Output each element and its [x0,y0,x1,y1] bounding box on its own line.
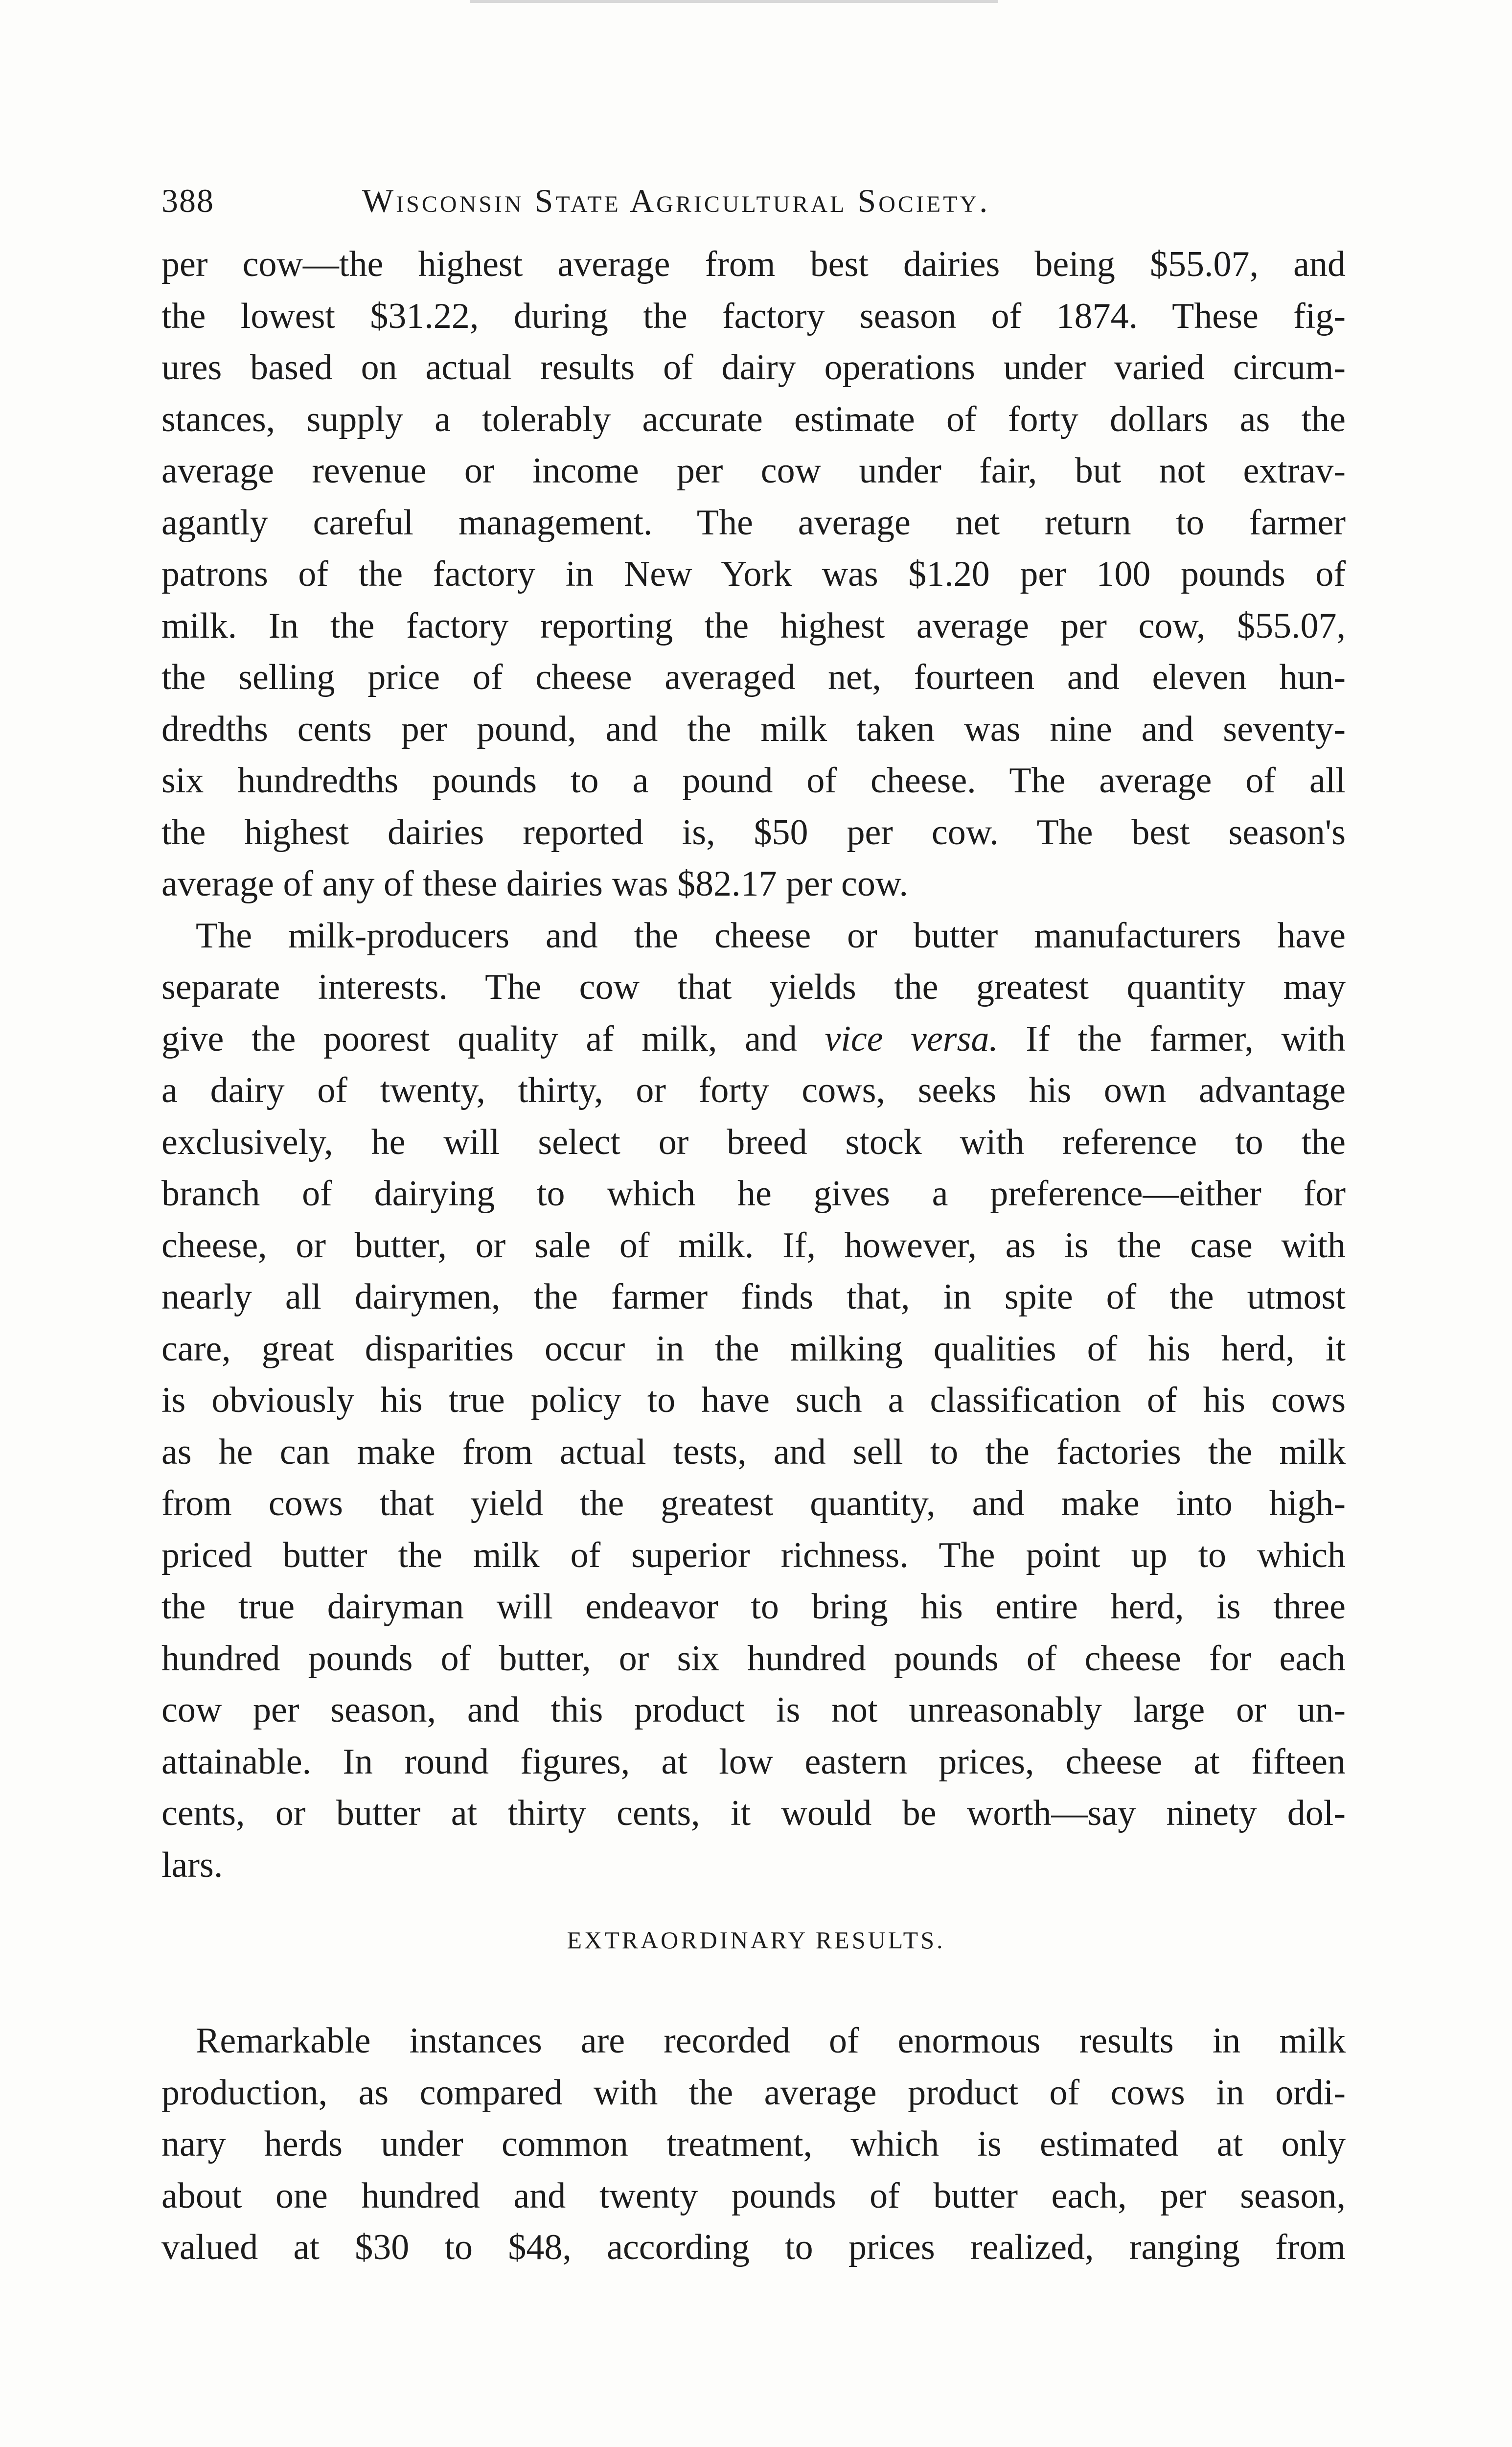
text-line: a dairy of twenty, thirty, or forty cows, seeks his own advantage [161,1070,1346,1110]
text-line: lars. [161,1845,223,1885]
text-line: nearly all dairymen, the farmer finds that, in spite of the utmost [161,1277,1346,1317]
text-line: the lowest $31.22, during the factory season of 1874. These fig- [161,296,1346,336]
text-line: six hundredths pounds to a pound of cheese. The average of all [161,761,1346,801]
text-line: cheese, or butter, or sale of milk. If, however, as is the case with [161,1225,1346,1266]
text-line: average revenue or income per cow under fair, but not extrav- [161,451,1346,491]
text-line: cents, or butter at thirty cents, it would be worth—say ninety dol- [161,1793,1346,1833]
text-line: attainable. In round figures, at low eastern prices, cheese at fifteen [161,1741,1346,1782]
running-title: Wisconsin State Agricultural Society. [362,182,990,219]
text-line: The milk-producers and the cheese or butter manufacturers have [196,915,1346,956]
text-line: production, as compared with the average product of cows in ordi- [161,2072,1346,2113]
paragraph-3 [161,2015,1346,2274]
text-line: about one hundred and twenty pounds of butter each, per season, [161,2175,1346,2216]
running-header [161,174,1346,228]
text-line: dredths cents per pound, and the milk taken was nine and seventy- [161,709,1346,749]
text-line-start: give the poorest quality af milk, and [161,1018,797,1059]
text-line: per cow—the highest average from best dairies being $55.07, and [161,244,1346,284]
text-line: priced butter the milk of superior richness. The point up to which [161,1535,1346,1575]
section-heading: EXTRAORDINARY RESULTS. [567,1926,945,1954]
page-top-edge [470,0,998,3]
paragraph-1 [161,239,1346,910]
page-number: 388 [161,182,214,219]
text-line: branch of dairying to which he gives a preference—either for [161,1174,1346,1214]
text-line: average of any of these dairies was $82.17 per cow. [161,864,908,904]
text-line: patrons of the factory in New York was $1.20 per 100 pounds of [161,554,1346,594]
text-line: the highest dairies reported is, $50 per cow. The best season's [161,812,1346,853]
text-line: valued at $30 to $48, according to prices realized, ranging from [161,2227,1346,2267]
text-line: as he can make from actual tests, and sell to the factories the milk [161,1431,1346,1472]
text-line: cow per season, and this product is not unreasonably large or un- [161,1690,1346,1730]
text-line: Remarkable instances are recorded of enormous results in milk [196,2021,1346,2061]
text-line: stances, supply a tolerably accurate estimate of forty dollars as the [161,399,1346,439]
text-line: from cows that yield the greatest quantity, and make into high- [161,1483,1346,1524]
text-line: the true dairyman will endeavor to bring his entire herd, is three [161,1587,1346,1627]
text-line: care, great disparities occur in the milking qualities of his herd, it [161,1328,1346,1369]
text-line [161,1014,1346,1065]
main-text [161,239,1346,1891]
text-line: the selling price of cheese averaged net, fourteen and eleven hun- [161,657,1346,697]
text-line: nary herds under common treatment, which is estimated at only [161,2124,1346,2164]
text-line: exclusively, he will select or breed stock with reference to the [161,1122,1346,1162]
text-line: milk. In the factory reporting the highest average per cow, $55.07, [161,605,1346,646]
paragraph-2 [161,910,1346,1892]
italic-phrase: vice versa. [825,1018,998,1059]
text-line: agantly careful management. The average net return to farmer [161,502,1346,543]
text-line: ures based on actual results of dairy operations under varied circum- [161,347,1346,388]
text-line: is obviously his true policy to have such a classification of his cows [161,1380,1346,1420]
text-line: hundred pounds of butter, or six hundred pounds of cheese for each [161,1638,1346,1679]
text-line: separate interests. The cow that yields the greatest quantity may [161,967,1346,1007]
text-line-end: If the farmer, with [998,1018,1346,1059]
